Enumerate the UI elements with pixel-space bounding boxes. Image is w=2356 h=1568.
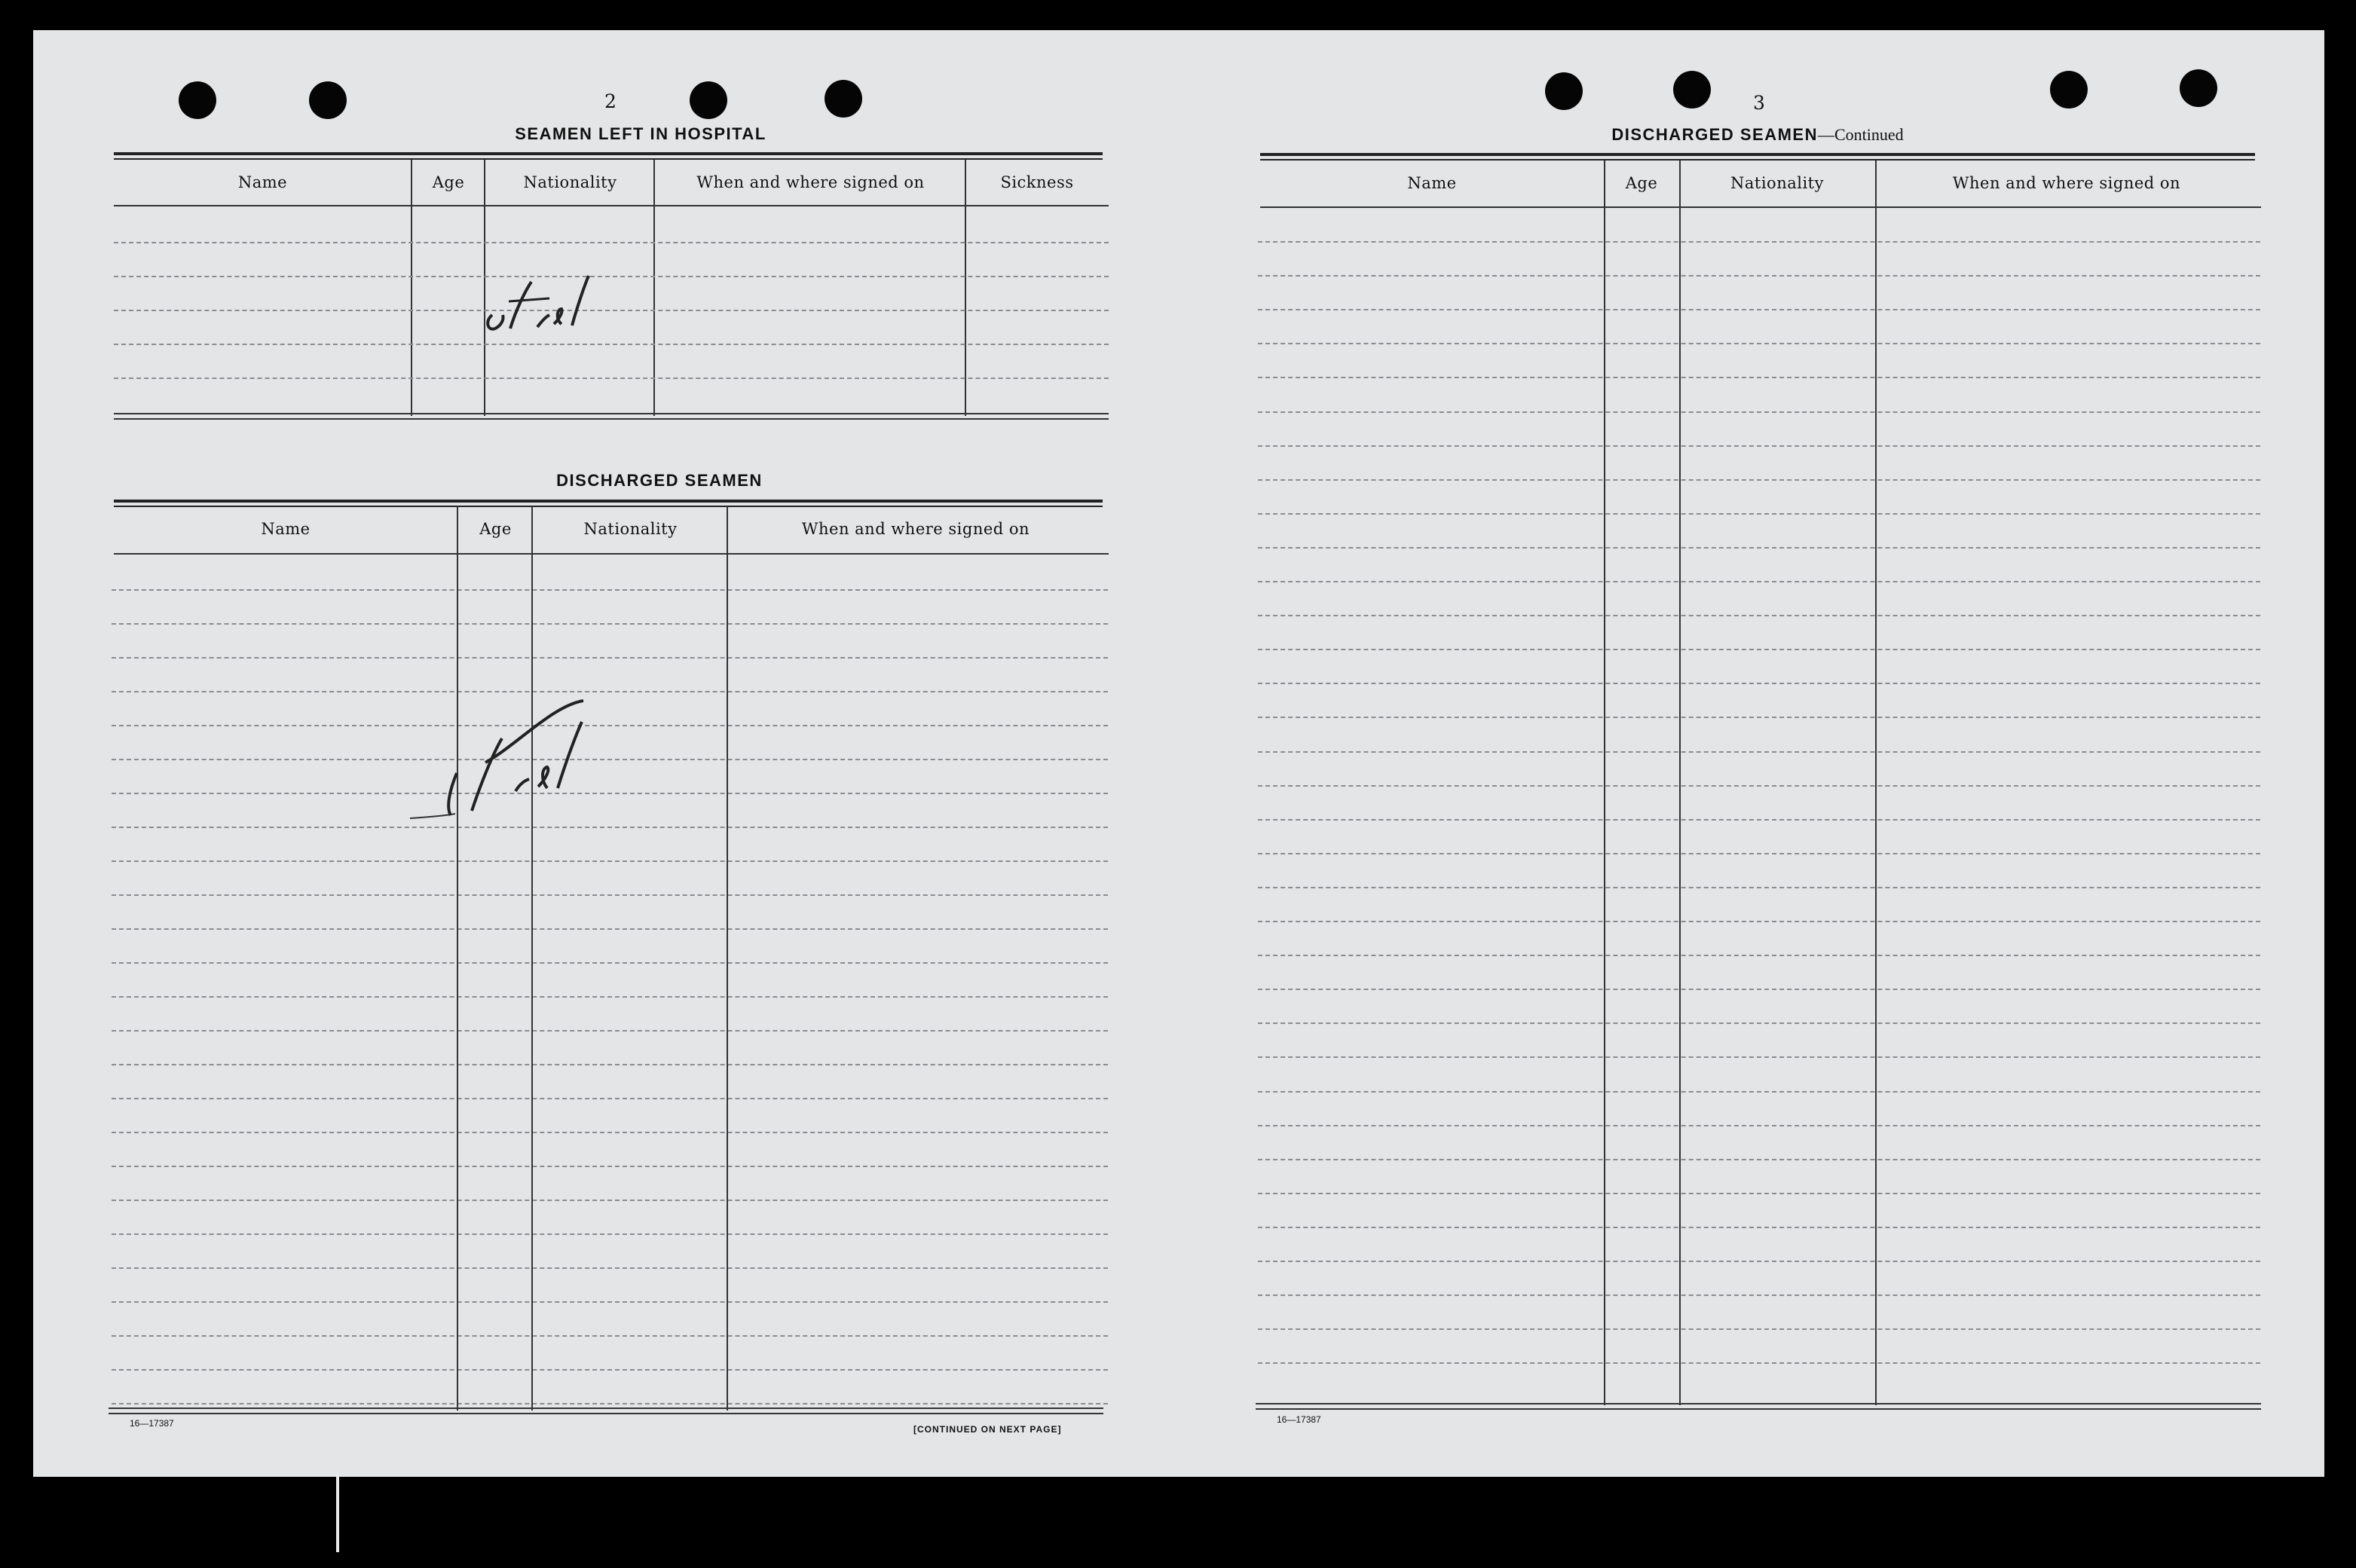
entry-line <box>112 1233 1108 1235</box>
table-bottom-rule <box>109 1413 1103 1414</box>
entry-line <box>1258 887 2260 888</box>
header-underline <box>114 205 1109 206</box>
section-title-suffix: —Continued <box>1817 125 1904 144</box>
entry-line <box>112 1098 1108 1099</box>
page-number: 2 <box>604 90 617 112</box>
entry-line <box>112 1030 1108 1032</box>
entry-line <box>1258 1159 2260 1160</box>
column-divider <box>1875 160 1877 1405</box>
entry-line <box>114 242 1109 243</box>
punch-hole <box>1673 71 1711 109</box>
entry-line <box>1258 717 2260 718</box>
column-header: When and where signed on <box>696 173 925 191</box>
column-header: Name <box>1407 174 1457 192</box>
column-header: Name <box>261 520 311 538</box>
entry-line <box>1258 513 2260 515</box>
punch-hole <box>825 80 862 118</box>
discharged-section-title: DISCHARGED SEAMEN <box>556 471 763 490</box>
entry-line <box>112 1335 1108 1337</box>
entry-line <box>112 1166 1108 1167</box>
column-header: Age <box>1625 174 1658 192</box>
entry-line <box>1258 1328 2260 1330</box>
entry-line <box>1258 1294 2260 1296</box>
column-header: Nationality <box>583 520 678 538</box>
column-divider <box>727 506 728 1411</box>
entry-line <box>112 962 1108 964</box>
hospital-section-title: SEAMEN LEFT IN HOSPITAL <box>515 124 766 143</box>
entry-line <box>1258 649 2260 650</box>
entry-line <box>1258 479 2260 481</box>
header-underline <box>1260 206 2261 208</box>
entry-line <box>1258 1362 2260 1364</box>
column-header: When and where signed on <box>1952 174 2181 192</box>
handwritten-nil-signature <box>402 678 659 829</box>
entry-line <box>1258 785 2260 787</box>
entry-line <box>1258 615 2260 616</box>
entry-line <box>112 1132 1108 1133</box>
entry-line <box>112 1301 1108 1303</box>
entry-line <box>1258 1193 2260 1194</box>
punch-hole <box>309 81 347 119</box>
entry-line <box>112 1200 1108 1201</box>
discharged-continued-title <box>1260 125 2255 145</box>
column-header: Name <box>237 173 288 191</box>
entry-line <box>112 860 1108 862</box>
column-header: Age <box>432 173 465 191</box>
entry-line <box>1258 547 2260 549</box>
entry-line <box>1258 309 2260 310</box>
entry-line <box>1258 581 2260 582</box>
table-bottom-rule <box>1256 1403 2261 1404</box>
entry-line <box>1258 955 2260 956</box>
handwritten-nil-signature <box>482 256 617 347</box>
binding-edge <box>336 1473 339 1552</box>
entry-line <box>112 1064 1108 1065</box>
entry-line <box>112 996 1108 998</box>
entry-line <box>112 657 1108 659</box>
column-divider <box>457 506 458 1411</box>
column-header: Nationality <box>523 173 617 191</box>
punch-hole <box>2050 71 2088 109</box>
form-number: 16—17387 <box>130 1418 174 1429</box>
entry-line <box>112 1403 1108 1404</box>
entry-line <box>1258 343 2260 344</box>
table-bottom-rule <box>1256 1408 2261 1410</box>
entry-line <box>114 377 1109 379</box>
discharged-continued-table-header <box>1260 160 2258 236</box>
entry-line <box>1258 1022 2260 1024</box>
entry-line <box>1258 853 2260 854</box>
table-bottom-rule <box>109 1408 1103 1409</box>
discharged-table-header <box>114 506 1104 555</box>
form-number: 16—17387 <box>1277 1414 1321 1425</box>
continued-note: [CONTINUED ON NEXT PAGE] <box>913 1424 1062 1435</box>
entry-line <box>112 623 1108 625</box>
table-bottom-rule <box>114 413 1109 414</box>
punch-hole <box>690 81 727 119</box>
entry-line <box>112 894 1108 896</box>
column-divider <box>1679 160 1681 1405</box>
entry-line <box>1258 411 2260 413</box>
page-number: 3 <box>1753 92 1765 114</box>
entry-line <box>1258 1125 2260 1126</box>
entry-line <box>1258 1227 2260 1228</box>
punch-hole <box>1545 72 1583 110</box>
entry-line <box>112 589 1108 591</box>
entry-line <box>1258 241 2260 243</box>
column-divider <box>531 506 533 1411</box>
entry-line <box>1258 1261 2260 1262</box>
double-rule <box>1260 153 2255 160</box>
entry-line <box>112 928 1108 930</box>
hospital-table-header <box>114 160 1108 231</box>
scanned-sheet <box>33 30 2324 1477</box>
table-bottom-rule <box>114 418 1109 420</box>
entry-line <box>1258 921 2260 922</box>
punch-hole <box>179 81 216 119</box>
entry-line <box>1258 1056 2260 1058</box>
entry-line <box>1258 275 2260 277</box>
punch-hole <box>2180 69 2217 107</box>
column-header: Sickness <box>1000 173 1074 191</box>
entry-line <box>1258 445 2260 447</box>
entry-line <box>1258 751 2260 753</box>
entry-line <box>1258 683 2260 684</box>
entry-line <box>1258 377 2260 378</box>
column-header: When and where signed on <box>801 520 1030 538</box>
double-rule <box>114 152 1103 160</box>
entry-line <box>1258 989 2260 990</box>
entry-line <box>1258 1091 2260 1093</box>
entry-line <box>1258 819 2260 821</box>
column-header: Age <box>479 520 512 538</box>
column-header: Nationality <box>1730 174 1824 192</box>
entry-line <box>112 1369 1108 1371</box>
column-divider <box>1604 160 1605 1405</box>
header-underline <box>114 553 1109 555</box>
section-title-text: DISCHARGED SEAMEN <box>1611 125 1818 144</box>
entry-line <box>112 1267 1108 1269</box>
